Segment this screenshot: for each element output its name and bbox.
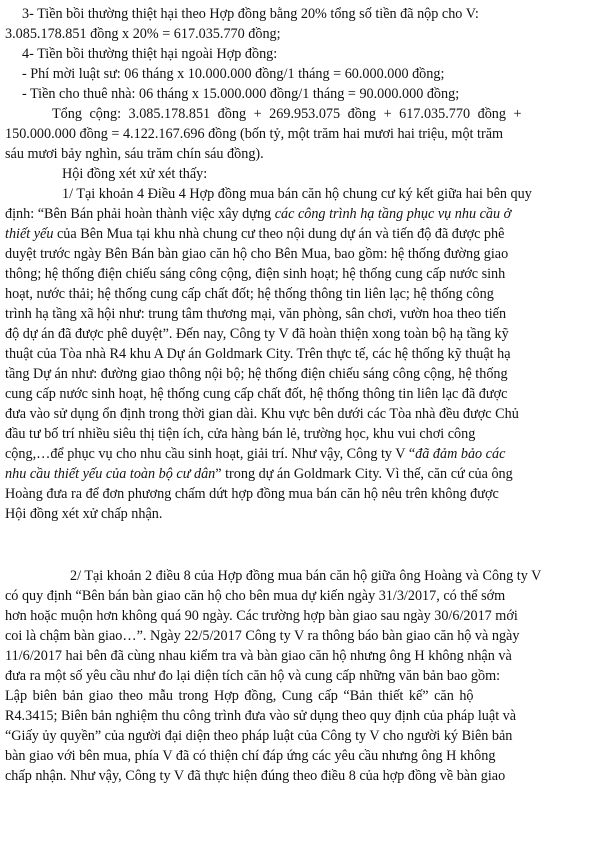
text-line: trình hạ tầng xã hội như: trung tâm thương mại, văn phòng, sân chơi, vườn hoa theo tiến — [5, 306, 507, 322]
text-line: đưa ra một số yêu cầu như đo lại diện tích căn hộ và cung cấp những văn bản bao gồm: — [5, 668, 501, 684]
text-line: Lập biên bản giao theo mẫu trong Hợp đồng, Cung cấp “Bản thiết kế” căn hộ — [5, 688, 474, 704]
section-heading: Hội đồng xét xử xét thấy: — [62, 166, 208, 182]
text-line: hơn hoặc muộn hơn không quá 90 ngày. Các trường hợp bàn giao sau ngày 30/6/2017 mới — [5, 608, 518, 624]
text-line: độ dự án đã được phê duyệt”. Đến nay, Công ty V đã hoàn thiện xong toàn bộ hạ tầng kỹ — [5, 326, 509, 342]
text-line: bàn giao với bên mua, phía V đã có thiện chí đáp ứng các yêu cầu nhưng ông H không — [5, 748, 496, 764]
text-line: sáu mươi bảy nghìn, sáu trăm chín sáu đồng). — [5, 146, 264, 162]
text-line: tầng Dự án như: đường giao thông nội bộ; hệ thống điện chiếu sáng công cộng, hệ thống — [5, 366, 508, 382]
text-line: thông; hệ thống điện chiếu sáng công cộng, điện sinh hoạt; hệ thống cung cấp nước sinh — [5, 266, 506, 282]
text-line: - Phí mời luật sư: 06 tháng x 10.000.000 đồng/1 tháng = 60.000.000 đồng; — [22, 66, 445, 82]
text-line: nhu cầu thiết yếu của toàn bộ cư dân” trong dự án Goldmark City. Vì thế, căn cứ của ông — [5, 466, 513, 482]
text-line: đưa vào sử dụng ổn định trong thời gian dài. Khu vực bên dưới các Tòa nhà đều được Chủ — [5, 406, 519, 422]
text-line: Hoàng đưa ra để đơn phương chấm dứt hợp đồng mua bán căn hộ nêu trên không được — [5, 486, 499, 502]
text-line: có quy định “Bên bán bàn giao căn hộ cho bên mua dự kiến ngày 31/3/2017, có thể sớm — [5, 588, 506, 604]
text-line: 2/ Tại khoản 2 điều 8 của Hợp đồng mua bán căn hộ giữa ông Hoàng và Công ty V — [70, 568, 542, 584]
text-line: 3- Tiền bồi thường thiệt hại theo Hợp đồng bằng 20% tổng số tiền đã nộp cho V: — [22, 6, 479, 22]
text-line: thiết yếu của Bên Mua tại khu nhà chung cư theo nội dung dự án và tiến độ đã được phê — [5, 226, 505, 242]
text-line: - Tiền cho thuê nhà: 06 tháng x 15.000.000 đồng/1 tháng = 90.000.000 đồng; — [22, 86, 460, 102]
text-line: chấp nhận. Như vậy, Công ty V đã thực hiện đúng theo điều 8 của hợp đồng về bàn giao — [5, 768, 506, 784]
text-line: 150.000.000 đồng = 4.122.167.696 đồng (bốn tỷ, một trăm hai mươi hai triệu, một trăm — [5, 126, 504, 142]
text-line: 3.085.178.851 đồng x 20% = 617.035.770 đồng; — [5, 26, 281, 42]
text-line: 1/ Tại khoản 4 Điều 4 Hợp đồng mua bán căn hộ chung cư ký kết giữa hai bên quy — [62, 186, 532, 202]
text-line: 4- Tiền bồi thường thiệt hại ngoài Hợp đồng: — [22, 46, 278, 62]
text-line: đầu tư bố trí nhiều siêu thị tiện ích, cửa hàng bán lẻ, trường học, khu vui chơi công — [5, 426, 476, 442]
text-line: Hội đồng xét xử chấp nhận. — [5, 506, 163, 522]
text-line: “Giấy ủy quyền” của người đại diện theo pháp luật của Công ty V cho người ký Biên bản — [5, 728, 513, 744]
text-line: hoạt, nước thải; hệ thống cung cấp chất đốt; hệ thống thông tin liên lạc; hệ thống công — [5, 286, 494, 302]
text-line: R4.3415; Biên bản nghiệm thu công trình đưa vào sử dụng theo quy định của pháp luật và — [5, 708, 517, 724]
text-line: cộng,…để phục vụ cho nhu cầu sinh hoạt, giải trí. Như vậy, Công ty V “đã đảm bảo các — [5, 446, 506, 462]
text-line: Tổng cộng: 3.085.178.851 đồng + 269.953.075 đồng + 617.035.770 đồng + — [52, 106, 522, 122]
text-line: cung cấp nước sinh hoạt, hệ thống cung cấp chất đốt, hệ thống thông tin liên lạc đã được — [5, 386, 508, 402]
text-line: duyệt trước ngày Bên Bán bàn giao căn hộ cho Bên Mua, bao gồm: hệ thống đường giao — [5, 246, 509, 262]
text-line: 11/6/2017 hai bên đã cùng nhau kiểm tra và bàn giao căn hộ nhưng ông H không nhận và — [5, 648, 512, 664]
text-line: thuật của Tòa nhà R4 khu A Dự án Goldmark City. Trên thực tế, các hệ thống kỹ thuật hạ — [5, 346, 511, 362]
text-line: coi là chậm bàn giao…”. Ngày 22/5/2017 Công ty V ra thông báo bàn giao căn hộ và ngày — [5, 628, 520, 644]
text-line: định: “Bên Bán phải hoàn thành việc xây dựng các công trình hạ tầng phục vụ nhu cầu ở — [5, 206, 512, 222]
